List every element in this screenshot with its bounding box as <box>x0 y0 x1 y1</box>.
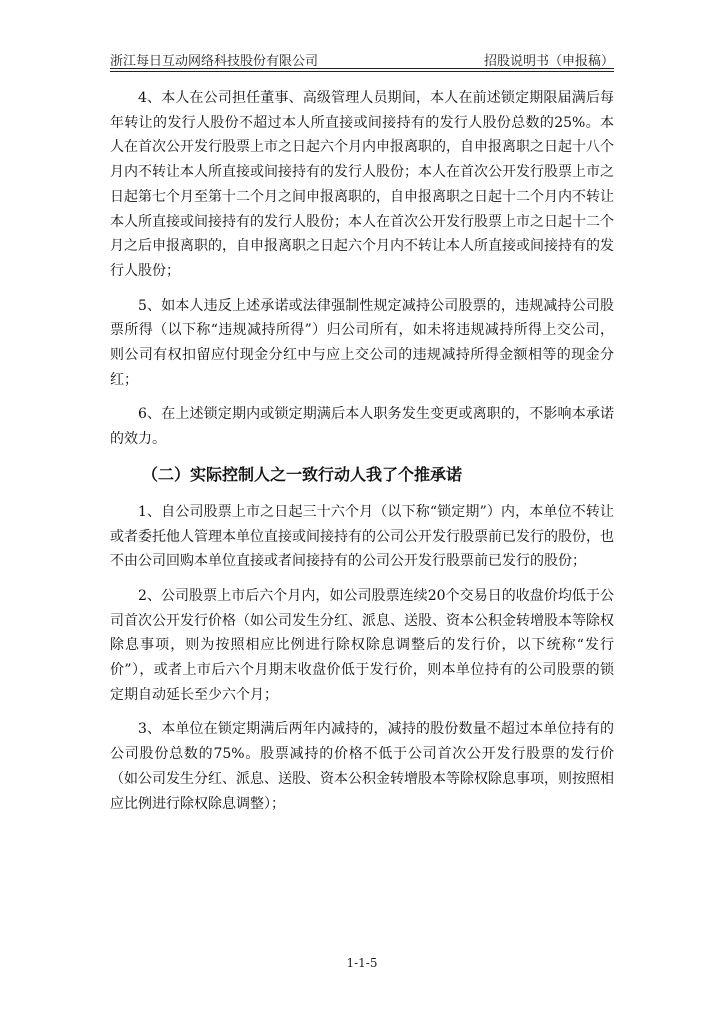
paragraph-2: 2、公司股票上市后六个月内，如公司股票连续20个交易日的收盘价均低于公司首次公开发行价格（如公司发生分红、派息、送股、资本公积金转增股本等除权除息事项，则为按照相应比例进行除权除息调整后的发行价，以下统称“发行价”），或者上市后六个月期末收盘价低于发行价，则本单位持有的公司股票的锁定期自动延长至少六个月； <box>110 587 614 703</box>
page-number: 1-1-5 <box>346 956 378 970</box>
page-header <box>110 42 614 69</box>
paragraph-4: 4、本人在公司担任董事、高级管理人员期间，本人在前述锁定期限届满后每年转让的发行人股份不超过本人所直接或间接持有的发行人股份总数的25%。本人在首次公开发行股票上市之日起六个月内申报离职的，自申报离职之日起十八个月内不转让本人所直接或间接持有的发行人股份；本人在首次公开发行股票上市之日起第七个月至第十二个月之间申报离职的，自申报离职之日起十二个月内不转让本人所直接或间接持有的发行人股份；本人在首次公开发行股票上市之日起十二个月之后申报离职的，自申报离职之日起六个月内不转让本人所直接或间接持有的发行人股份； <box>110 90 614 279</box>
paragraph-6: 6、在上述锁定期内或锁定期满后本人职务发生变更或离职的，不影响本承诺的效力。 <box>110 406 614 448</box>
paragraph-5: 5、如本人违反上述承诺或法律强制性规定减持公司股票的，违规减持公司股票所得（以下称“违规减持所得”）归公司所有，如未将违规减持所得上交公司，则公司有权扣留应付现金分红中与应上交公司的违规减持所得金额相等的现金分红； <box>110 297 614 388</box>
section-heading: （二）实际控制人之一致行动人我了个推承诺 <box>142 464 463 484</box>
header-rule-thick <box>110 68 614 69</box>
paragraph-3: 3、本单位在锁定期满后两年内减持的，减持的股份数量不超过本单位持有的公司股份总数的75%。股票减持的价格不低于公司首次公开发行股票的发行价（如公司发生分红、派息、送股、资本公积金转增股本等除权除息事项，则按照相应比例进行除权除息调整）； <box>110 721 614 812</box>
company-name: 浙江每日互动网络科技股份有限公司 <box>110 54 319 69</box>
paragraph-1: 1、自公司股票上市之日起三十六个月（以下称“锁定期”）内，本单位不转让或者委托他人管理本单位直接或间接持有的公司公开发行股票前已发行的股份，也不由公司回购本单位直接或者间接持有的公司公开发行股票前已发行的股份； <box>110 503 614 570</box>
document-type: 招股说明书（申报稿） <box>483 54 614 69</box>
header-rule-thin <box>110 71 614 72</box>
page-body <box>110 86 614 826</box>
